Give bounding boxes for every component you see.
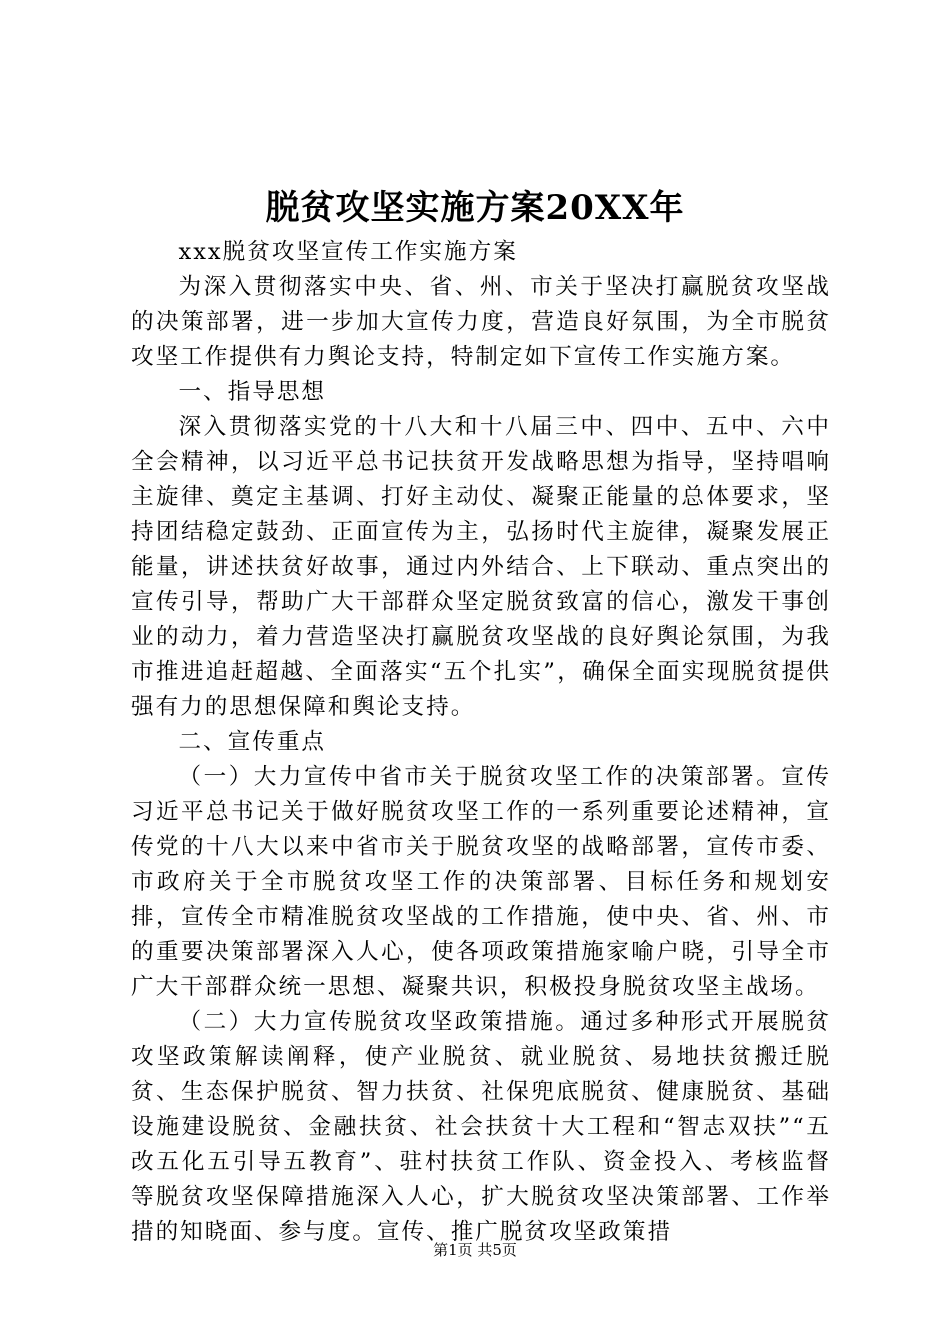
intro-paragraph: 为深入贯彻落实中央、省、州、市关于坚决打赢脱贫攻坚战的决策部署，进一步加大宣传力度，营造良好氛围，为全市脱贫攻坚工作提供有力舆论支持，特制定如下宣传工作实施方案。 <box>131 274 831 370</box>
publicity-focus-item-2: （二）大力宣传脱贫攻坚政策措施。通过多种形式开展脱贫攻坚政策解读阐释，使产业脱贫、就业脱贫、易地扶贫搬迁脱贫、生态保护脱贫、智力扶贫、社保兜底脱贫、健康脱贫、基础设施建设脱贫、金融扶贫、社会扶贫十大工程和“智志双扶”“五改五化五引导五教育”、驻村扶贫工作队、资金投入、考核监督等脱贫攻坚保障措施深入人心，扩大脱贫攻坚决策部署、工作举措的知晓面、参与度。宣传、推广脱贫攻坚政策措 <box>131 1009 831 1245</box>
publicity-focus-item-1: （一）大力宣传中省市关于脱贫攻坚工作的决策部署。宣传习近平总书记关于做好脱贫攻坚工作的一系列重要论述精神，宣传党的十八大以来中省市关于脱贫攻坚的战略部署，宣传市委、市政府关于全市脱贫攻坚工作的决策部署、目标任务和规划安排，宣传全市精准脱贫攻坚战的工作措施，使中央、省、州、市的重要决策部署深入人心，使各项政策措施家喻户晓，引导全市广大干部群众统一思想、凝聚共识，积极投身脱贫攻坚主战场。 <box>131 764 831 1000</box>
page-footer: 第1页 共5页 <box>433 1241 517 1259</box>
subtitle-paragraph: xxx脱贫攻坚宣传工作实施方案 <box>178 239 518 265</box>
section-heading-publicity-focus: 二、宣传重点 <box>178 729 327 755</box>
guiding-ideology-paragraph: 深入贯彻落实党的十八大和十八届三中、四中、五中、六中全会精神，以习近平总书记扶贫开发战略思想为指导，坚持唱响主旋律、奠定主基调、打好主动仗、凝聚正能量的总体要求，坚持团结稳定鼓劲、正面宣传为主，弘扬时代主旋律，凝聚发展正能量，讲述扶贫好故事，通过内外结合、上下联动、重点突出的宣传引导，帮助广大干部群众坚定脱贫致富的信心，激发干事创业的动力，着力营造坚决打赢脱贫攻坚战的良好舆论氛围，为我市推进追赶超越、全面落实“五个扎实”，确保全面实现脱贫提供强有力的思想保障和舆论支持。 <box>131 414 831 720</box>
section-heading-guiding-ideology: 一、指导思想 <box>178 379 327 405</box>
document-body <box>131 235 831 1250</box>
document-title: 脱贫攻坚实施方案20XX年 <box>265 188 685 228</box>
